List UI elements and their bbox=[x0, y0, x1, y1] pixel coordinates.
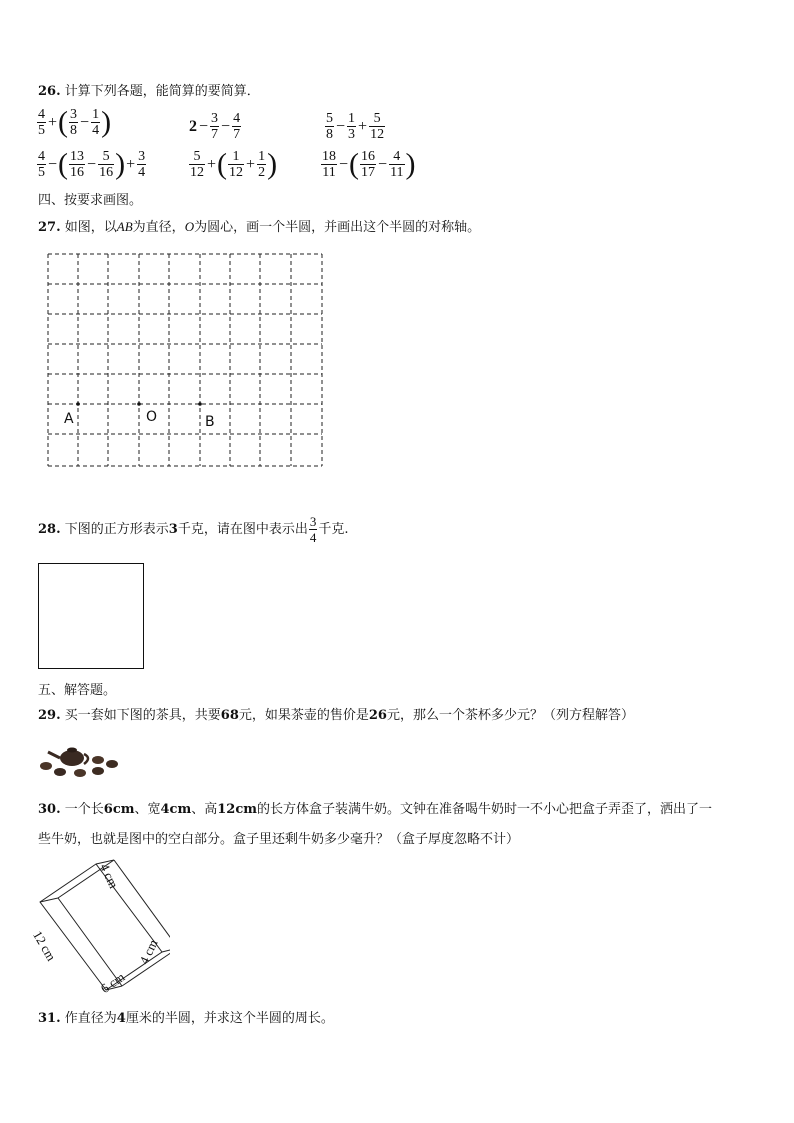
question-text: 、高 bbox=[191, 802, 218, 817]
width-value: 4cm bbox=[160, 802, 192, 817]
question-text: 为直径， bbox=[132, 220, 185, 235]
tea-set-image bbox=[36, 740, 122, 780]
question-26 bbox=[38, 84, 260, 100]
weight-value: 3 bbox=[168, 522, 178, 537]
question-number: 26. bbox=[38, 84, 61, 99]
question-31 bbox=[38, 1011, 334, 1027]
label-right-4cm: 4 cm bbox=[136, 936, 161, 967]
question-text: 作直径为 bbox=[64, 1011, 117, 1026]
teapot-price: 26 bbox=[368, 708, 387, 723]
expression-6: $\frac{18}{11}$ −( $\frac{16}{17}$ − $\frac{4}{11}$ ) bbox=[322, 147, 416, 181]
question-text: 、宽 bbox=[134, 802, 161, 817]
point-o bbox=[137, 402, 141, 406]
diameter-value: 4 bbox=[116, 1011, 126, 1026]
height-value: 12cm bbox=[217, 802, 258, 817]
section-heading-5: 五、解答题。 bbox=[38, 683, 117, 698]
question-number: 29. bbox=[38, 708, 61, 723]
label-o: O bbox=[146, 409, 158, 425]
question-text: 元，如果茶壶的售价是 bbox=[238, 708, 369, 723]
section-heading-4: 四、按要求画图。 bbox=[38, 193, 143, 208]
label-top-4cm: 4 cm bbox=[97, 860, 122, 891]
label-12cm: 12 cm bbox=[29, 928, 60, 964]
label-b: B bbox=[205, 414, 215, 430]
question-text: 为圆心，画一个半圆，并画出这个半圆的对称轴。 bbox=[194, 220, 481, 235]
point-a bbox=[76, 402, 80, 406]
question-number: 28. bbox=[38, 522, 61, 537]
question-28 bbox=[38, 514, 348, 545]
point-b bbox=[198, 402, 202, 406]
question-text: 的长方体盒子装满牛奶。文钟在准备喝牛奶时一不小心把盒子弄歪了，洒出了一 bbox=[257, 802, 713, 817]
dashed-grid[interactable] bbox=[46, 252, 326, 470]
total-price: 68 bbox=[220, 708, 239, 723]
question-30-line1 bbox=[38, 802, 712, 818]
label-6cm: 6 cm bbox=[97, 969, 128, 997]
label-a: A bbox=[64, 411, 74, 427]
center-o-label: O bbox=[184, 219, 195, 234]
question-text: 元，那么一个茶杯多少元？（列方程解答） bbox=[386, 708, 634, 723]
question-text: 一个长 bbox=[64, 802, 104, 817]
length-value: 6cm bbox=[103, 802, 135, 817]
expression-4: $\frac{4}{5}$ −( $\frac{13}{16}$ − $\frac{5}{16}$ )+ $\frac{3}{4}$ bbox=[38, 147, 146, 181]
expression-1: $\frac{4}{5}$ +( $\frac{3}{8}$ − $\frac{1}{4}$ ) bbox=[38, 105, 112, 139]
expression-3: $\frac{5}{8}$ − $\frac{1}{3}$ + $\frac{5}{12}$ bbox=[326, 111, 385, 142]
question-29 bbox=[38, 708, 634, 724]
question-text: 计算下列各题，能简算的要简算． bbox=[64, 84, 260, 99]
question-text: 千克. bbox=[318, 522, 349, 537]
question-30-line2: 些牛奶，也就是图中的空白部分。盒子里还剩牛奶多少毫升？（盒子厚度忽略不计） bbox=[38, 832, 520, 847]
expression-2: 2 − $\frac{3}{7}$ − $\frac{4}{7}$ bbox=[189, 111, 241, 142]
question-number: 30. bbox=[38, 802, 61, 817]
question-text: 买一套如下图的茶具，共要 bbox=[64, 708, 221, 723]
question-27 bbox=[38, 219, 480, 236]
question-number: 27. bbox=[38, 220, 61, 235]
question-text: 千克，请在图中表示出 bbox=[177, 522, 308, 537]
segment-ab-label: AB bbox=[116, 219, 133, 234]
question-number: 31. bbox=[38, 1011, 61, 1026]
square-figure[interactable] bbox=[38, 563, 144, 669]
expression-5: $\frac{5}{12}$ +( $\frac{1}{12}$ + $\frac{1}{2}$ ) bbox=[190, 147, 278, 181]
question-text: 如图，以 bbox=[64, 220, 117, 235]
question-text: 厘米的半圆，并求这个半圆的周长。 bbox=[125, 1011, 334, 1026]
question-text: 下图的正方形表示 bbox=[64, 522, 169, 537]
fraction-three-quarters: $\frac{3}{4}$ bbox=[309, 514, 317, 545]
